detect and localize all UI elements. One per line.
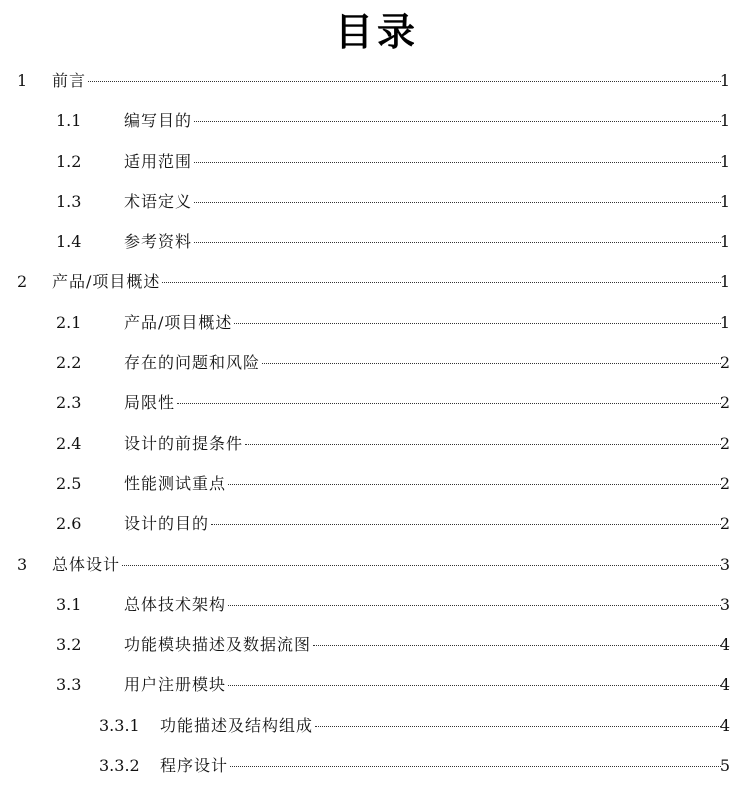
dot-leader <box>228 484 721 485</box>
dot-leader <box>194 121 721 122</box>
toc-entry-number: 1 <box>17 71 28 90</box>
toc-entry[interactable] <box>0 343 754 383</box>
toc-entry-number: 3.2 <box>56 635 82 655</box>
toc-entry-page: 2 <box>719 433 730 453</box>
toc-entry-number: 2.5 <box>56 473 82 493</box>
dot-leader <box>262 363 721 364</box>
toc-entry-page: 1 <box>719 111 730 131</box>
toc-entry-label: 设计的目的 <box>124 514 210 534</box>
toc-entry-label: 总体设计 <box>52 554 121 574</box>
toc-entry-number: 1.3 <box>56 191 82 211</box>
toc-entry-label: 术语定义 <box>124 191 193 211</box>
toc-entry-number: 3.3 <box>56 675 82 695</box>
toc-entry-label: 编写目的 <box>124 111 193 131</box>
toc-entry[interactable] <box>0 222 754 262</box>
toc-entry-label: 功能模块描述及数据流图 <box>124 635 312 655</box>
toc-entry-page: 1 <box>719 232 730 252</box>
dot-leader <box>194 242 721 243</box>
toc-entry-number: 1.2 <box>56 151 82 171</box>
toc-entry[interactable] <box>0 262 754 302</box>
toc-entry-label: 设计的前提条件 <box>124 433 244 453</box>
toc-entry-label: 用户注册模块 <box>124 675 227 695</box>
toc-entry-label: 总体技术架构 <box>124 594 227 614</box>
toc-entry[interactable] <box>0 504 754 544</box>
toc-entry[interactable] <box>0 61 754 101</box>
toc-entry-number: 2.4 <box>56 433 82 453</box>
toc-entry-number: 2 <box>17 272 28 292</box>
toc-entry-page: 2 <box>719 514 730 534</box>
toc-entry-number: 1.4 <box>56 232 82 252</box>
toc-entry-label: 参考资料 <box>124 232 193 252</box>
dot-leader <box>228 605 721 606</box>
toc-entry-page: 1 <box>719 191 730 211</box>
toc-entry[interactable] <box>0 182 754 222</box>
dot-leader <box>228 685 721 686</box>
toc-entry-label: 适用范围 <box>124 151 193 171</box>
toc-entry[interactable] <box>0 303 754 343</box>
toc-entry-page: 1 <box>719 312 730 332</box>
dot-leader <box>315 726 721 727</box>
page-title: 目录 <box>334 10 419 54</box>
toc-entry-number: 3.1 <box>56 594 82 614</box>
toc-entry-page: 4 <box>719 675 730 695</box>
toc-entry-label: 程序设计 <box>160 756 229 776</box>
toc-entry-number: 3 <box>17 554 28 574</box>
toc-entry[interactable] <box>0 101 754 141</box>
toc-entry-number: 1.1 <box>56 111 82 131</box>
toc-entry-page: 1 <box>719 151 730 171</box>
dot-leader <box>177 403 721 404</box>
toc-entry-label: 存在的问题和风险 <box>124 353 261 373</box>
toc-entry-number: 3.3.1 <box>99 715 140 735</box>
dot-leader <box>245 444 721 445</box>
toc-entry-page: 2 <box>719 473 730 493</box>
toc-entry-number: 2.6 <box>56 514 82 534</box>
toc-entry-page: 1 <box>719 71 730 90</box>
toc-entry-page: 4 <box>719 715 730 735</box>
toc-entry-page: 2 <box>719 393 730 413</box>
toc-entry-page: 2 <box>719 353 730 373</box>
toc-entry-page: 4 <box>719 635 730 655</box>
toc-entry-label: 局限性 <box>124 393 176 413</box>
dot-leader <box>313 645 721 646</box>
toc-entry-label: 功能描述及结构组成 <box>160 715 314 735</box>
toc-entry-number: 2.3 <box>56 393 82 413</box>
toc-entry-number: 3.3.2 <box>99 756 140 776</box>
dot-leader <box>194 202 721 203</box>
dot-leader <box>194 162 721 163</box>
dot-leader <box>88 81 721 82</box>
toc-entry[interactable] <box>0 383 754 423</box>
toc-entry[interactable] <box>0 545 754 585</box>
toc-entry-label: 性能测试重点 <box>124 473 227 493</box>
toc-entry[interactable] <box>0 665 754 705</box>
dot-leader <box>162 282 721 283</box>
toc-entry-page: 1 <box>719 272 730 292</box>
toc-entry-number: 2.1 <box>56 312 82 332</box>
toc-entry[interactable] <box>0 142 754 182</box>
dot-leader <box>122 565 721 566</box>
toc-entry[interactable] <box>0 424 754 464</box>
dot-leader <box>234 323 721 324</box>
toc-entry-label: 前言 <box>52 71 87 90</box>
dot-leader <box>230 766 721 767</box>
toc-entry[interactable] <box>0 625 754 665</box>
toc-list <box>0 61 754 786</box>
toc-entry[interactable] <box>0 464 754 504</box>
toc-entry[interactable] <box>0 585 754 625</box>
toc-entry-page: 3 <box>719 594 730 614</box>
toc-entry-label: 产品/项目概述 <box>124 312 233 332</box>
toc-entry-label: 产品/项目概述 <box>52 272 161 292</box>
toc-entry-number: 2.2 <box>56 353 82 373</box>
toc-entry-page: 3 <box>719 554 730 574</box>
toc-entry[interactable] <box>0 746 754 786</box>
dot-leader <box>211 524 721 525</box>
toc-entry[interactable] <box>0 706 754 746</box>
toc-entry-page: 5 <box>719 756 730 776</box>
